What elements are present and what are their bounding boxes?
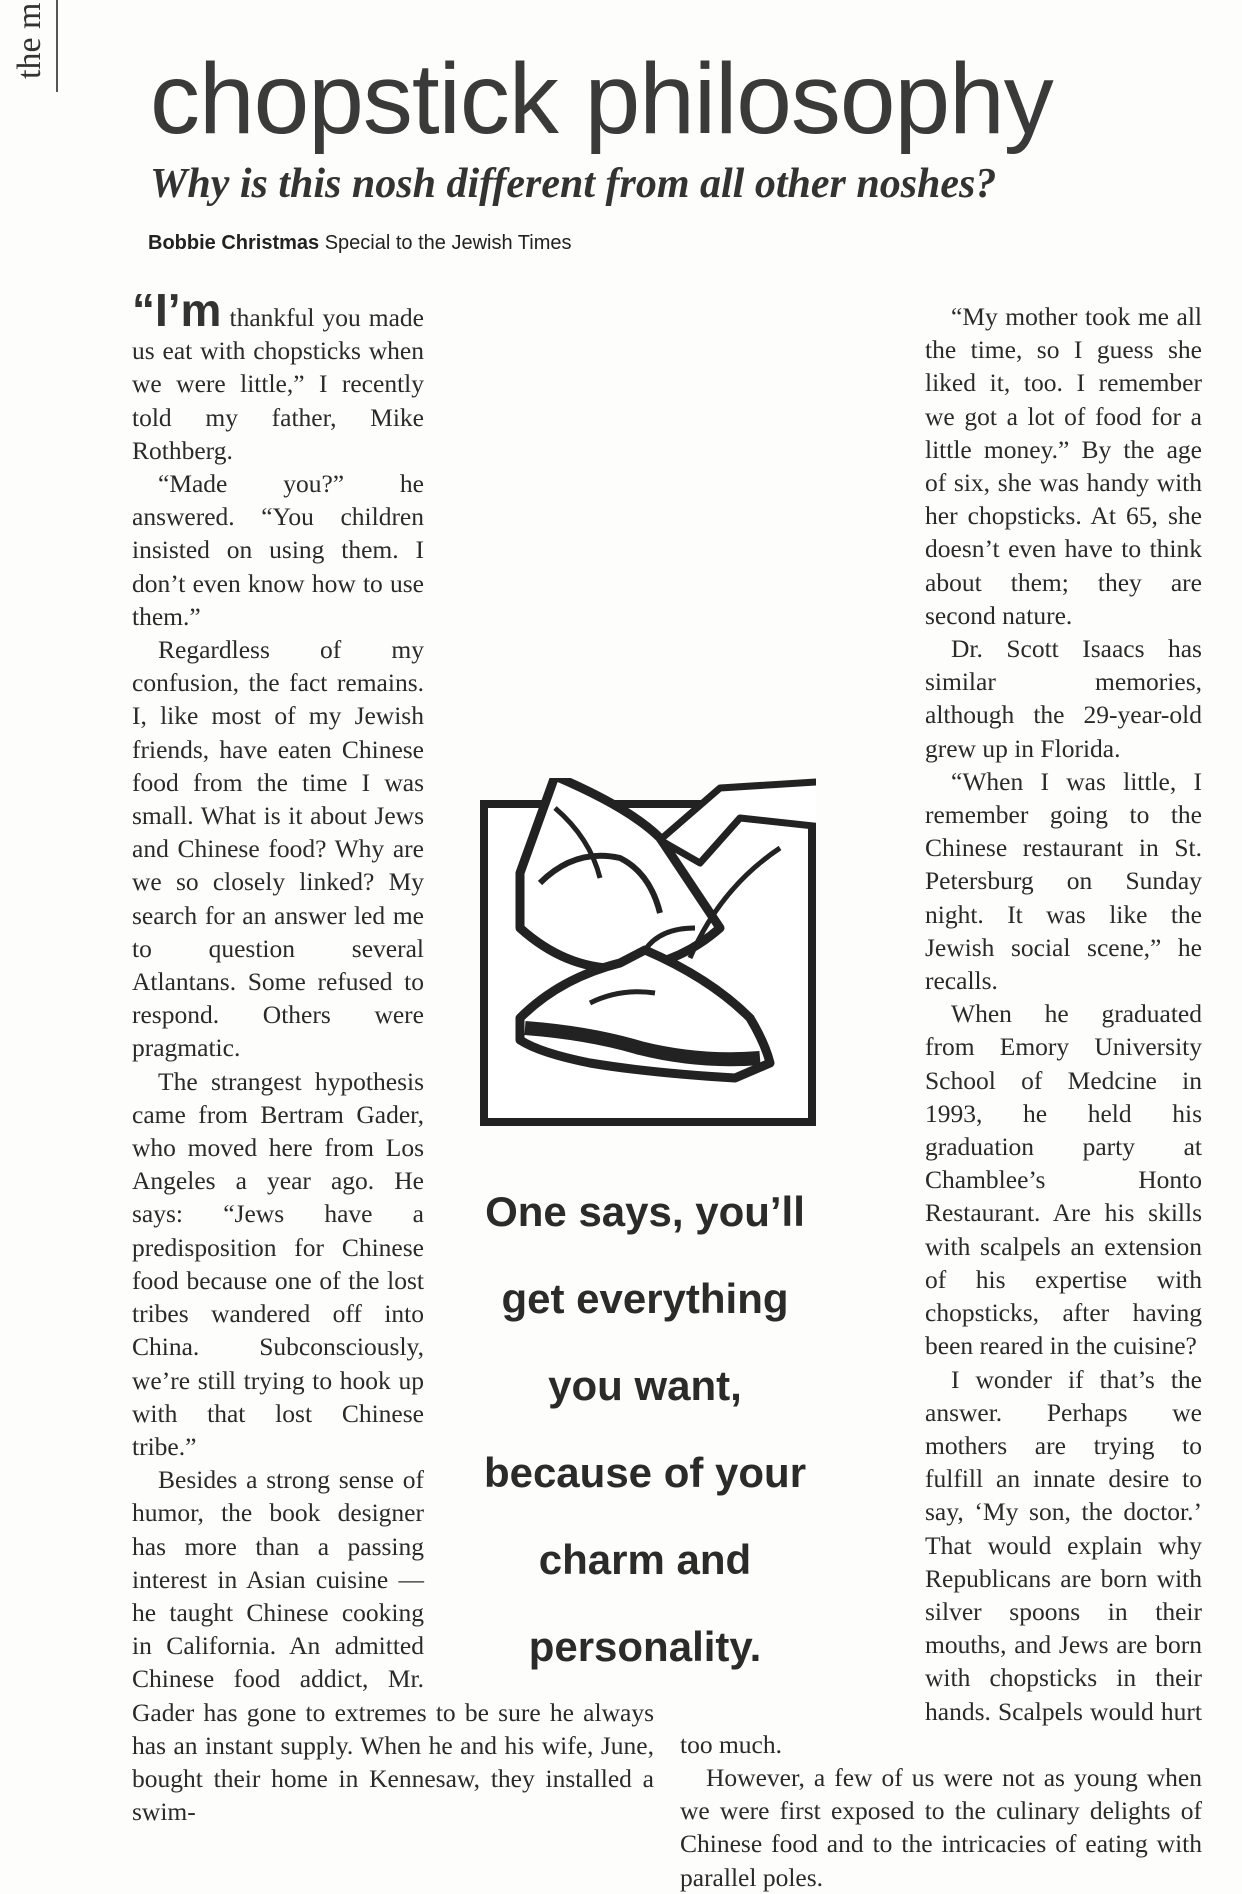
section-tab [0,0,58,92]
col1-paragraph-2: “Made you?” he answered. “You children insisted on using them. I don’t even know how to use them.” [132,469,424,631]
byline-author: Bobbie Christmas [148,232,320,254]
pull-quote [470,1168,820,1690]
pull-quote-line: personality. [528,1623,762,1670]
col1-paragraph-5: Besides a strong sense of humor, the book designer has more than a passing interest in Asian cuisine — he taught Chinese cooking in California. An admitted Chinese food addict, Mr. Gader has gone to extremes to be sure he always has an instant supply. When he and his wife, June, bought their home in Kennesaw, they installed a swim- [132,1465,654,1827]
col2-paragraph-3: “When I was little, I remember going to the Chinese restaurant in St. Petersburg on Sunday night. It was like the Jewish social scene,” he recalls. [925,766,1202,996]
pull-quote-line: because of your [483,1449,807,1496]
subhead: Why is this nosh different from all other noshes? [150,161,997,207]
col2-paragraph-5: I wonder if that’s the answer. Perhaps we mothers are trying to fulfill an innate desire to say, ‘My son, the doctor.’ That would explain why Republicans are born with silver spoons in their mouths, and Jews are born with chopsticks in their hands. Scalpels would hurt too much. [680,1364,1202,1759]
col2-paragraph-6: However, a few of us were not as young when we were first exposed to the culinary delights of Chinese food and to the intricacies of eating with parallel poles. [680,1762,1202,1892]
fortune-cookies-icon [480,778,816,1126]
pull-quote-line: charm and [538,1536,752,1583]
col1-paragraph-1: “I’m thankful you made us eat with chopsticks when we were little,” I recently told my father, Mike Rothberg. [132,284,424,465]
col1-paragraph-4: The strangest hypothesis came from Bertram Gader, who moved here from Los Angeles a year ago. He says: “Jews have a predisposition for Chinese food because one of the lost tribes wandered off into China. Subconsciously, we’re still trying to hook up with that lost Chinese tribe.” [132,1066,424,1461]
pull-quote-line: One says, you’ll [485,1188,805,1235]
pull-quote-line: you want, [548,1362,742,1409]
col1-paragraph-3: Regardless of my confusion, the fact remains. I, like most of my Jewish friends, have eaten Chinese food from the time I was small. What is it about Jews and Chinese food? Why are we so closely linked? My search for an answer led me to question several Atlantans. Some refused to respond. Others were pragmatic. [132,635,424,1063]
byline [148,232,572,255]
headline: chopstick philosophy [150,43,1053,155]
dropcap: “I’m [132,284,222,336]
col2-paragraph-4: When he graduated from Emory University School of Medcine in 1993, he held his graduation party at Chamblee’s Honto Restaurant. Are his skills with scalpels an extension of his expertise with chopsticks, after having been reared in the cuisine? [925,999,1202,1361]
col2-paragraph-2: Dr. Scott Isaacs has similar memories, although the 29-year-old grew up in Florida. [925,634,1202,763]
pull-quote-line: get everything [501,1275,789,1322]
col2-paragraph-1: “My mother took me all the time, so I guess she liked it, too. I remember we got a lot of food for a little money.” By the age of six, she was handy with her chopsticks. At 65, she doesn’t even have to think about them; they are second nature. [925,302,1202,630]
byline-credit: Special to the Jewish Times [324,232,572,254]
section-tab-label: the m [11,2,48,79]
